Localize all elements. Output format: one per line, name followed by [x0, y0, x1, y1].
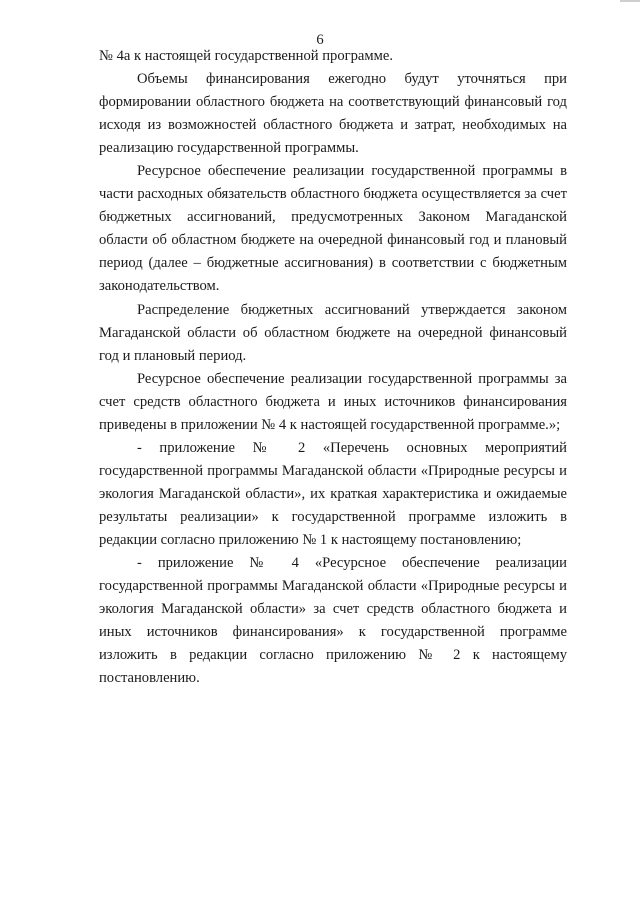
scan-edge-mark: [620, 0, 640, 2]
paragraph-appendix-2: - приложение № 2 «Перечень основных мероприятий государственной программы Магаданской области «Природные ресурсы и экология Магаданской области», их краткая характеристика и ожидаемые результаты реализации» к государственной программе изложить в редакции согласно приложению № 1 к настоящему постановлению;: [99, 439, 567, 548]
paragraph-resource-provision: Ресурсное обеспечение реализации государственной программы в части расходных обязательств областного бюджета осуществляется за счет бюджетных ассигнований, предусмотренных Законом Магаданской области об областном бюджете на очередной финансовый год и плановый период (далее – бюджетные ассигнования) в соответствии с бюджетным законодательством.: [99, 163, 567, 295]
paragraph-funding-volumes: Объемы финансирования ежегодно будут уточняться при формировании областного бюджета на соответствующий финансовый год исходя из возможностей областного бюджета и затрат, необходимых на реализацию государственной программы.: [99, 71, 567, 157]
paragraph-appendix-4: - приложение № 4 «Ресурсное обеспечение реализации государственной программы Магаданской области «Природные ресурсы и экология Магаданской области» за счет средств областного бюджета и иных источников финансирования» к государственной программе изложить в редакции согласно приложению № 2 к настоящему постановлению.: [99, 555, 567, 687]
paragraph-allocation: Распределение бюджетных ассигнований утверждается законом Магаданской области об областном бюджете на очередной финансовый год и плановый период.: [99, 301, 567, 364]
paragraph-resource-sources: Ресурсное обеспечение реализации государственной программы за счет средств областного бюджета и иных источников финансирования приведены в приложении № 4 к настоящей государственной программе.»;: [99, 370, 567, 433]
document-body: [99, 45, 567, 690]
page-number: 6: [316, 32, 324, 48]
paragraph-continuation: № 4а к настоящей государственной программе.: [99, 48, 394, 64]
